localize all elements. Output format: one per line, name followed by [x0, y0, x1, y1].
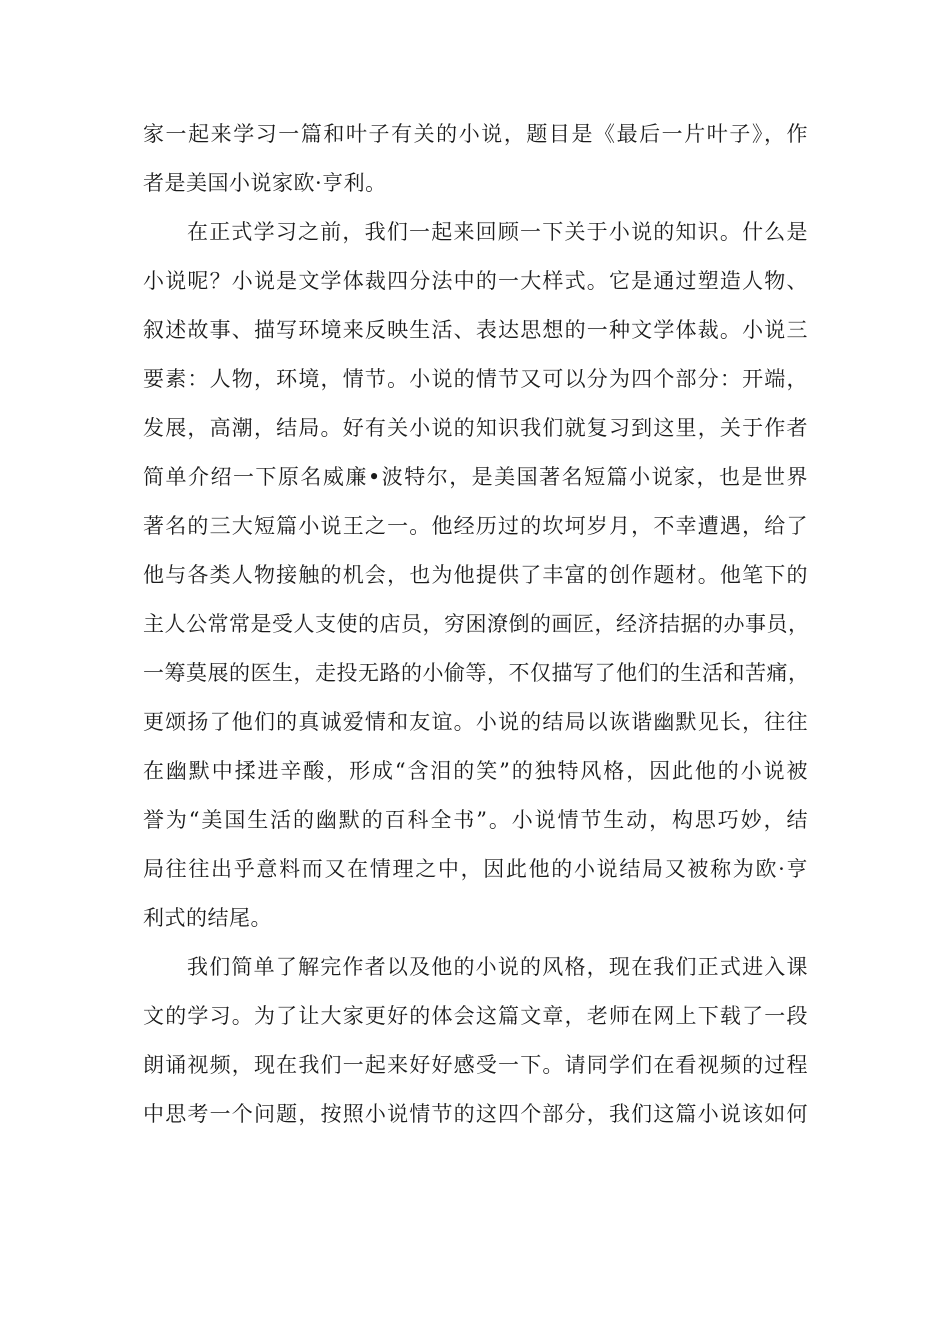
text-line: 主人公常常是受人支使的店员，穷困潦倒的画匠，经济拮据的办事员， — [143, 612, 810, 636]
text-line: 简单介绍一下原名威廉•波特尔，是美国著名短篇小说家，也是世界 — [143, 465, 808, 489]
paragraph-2 — [143, 208, 808, 943]
text-line: 著名的三大短篇小说王之一。他经历过的坎坷岁月，不幸遭遇，给了 — [143, 514, 808, 538]
text-line: 叙述故事、描写环境来反映生活、表达思想的一种文学体裁。小说三 — [143, 318, 808, 342]
text-line: 要素：人物，环境，情节。小说的情节又可以分为四个部分：开端， — [143, 367, 808, 391]
text-line: 朗诵视频，现在我们一起来好好感受一下。请同学们在看视频的过程 — [143, 1053, 808, 1077]
text-line: 他与各类人物接触的机会，也为他提供了丰富的创作题材。他笔下的 — [143, 563, 808, 587]
text-line: 家一起来学习一篇和叶子有关的小说，题目是《最后一片叶子》，作 — [143, 122, 808, 146]
text-line: 文的学习。为了让大家更好的体会这篇文章，老师在网上下载了一段 — [143, 1004, 808, 1028]
text-line: 中思考一个问题，按照小说情节的这四个部分，我们这篇小说该如何 — [143, 1102, 808, 1126]
text-line: 一筹莫展的医生，走投无路的小偷等，不仅描写了他们的生活和苦痛， — [143, 661, 810, 685]
paragraph-3 — [143, 943, 808, 1139]
text-line: 利式的结尾。 — [143, 906, 272, 930]
text-line: 我们简单了解完作者以及他的小说的风格，现在我们正式进入课 — [187, 955, 808, 979]
text-line: 在正式学习之前，我们一起来回顾一下关于小说的知识。什么是 — [187, 220, 808, 244]
text-line: 发展，高潮，结局。好有关小说的知识我们就复习到这里，关于作者 — [143, 416, 808, 440]
document-page — [143, 110, 808, 1139]
text-line: 小说呢？小说是文学体裁四分法中的一大样式。它是通过塑造人物、 — [143, 269, 808, 293]
text-line: 在幽默中揉进辛酸，形成“含泪的笑”的独特风格，因此他的小说被 — [143, 759, 808, 783]
paragraph-1 — [143, 110, 808, 208]
text-line: 誉为“美国生活的幽默的百科全书”。小说情节生动，构思巧妙，结 — [143, 808, 808, 832]
text-line: 更颂扬了他们的真诚爱情和友谊。小说的结局以诙谐幽默见长，往往 — [143, 710, 808, 734]
text-line: 局往往出乎意料而又在情理之中，因此他的小说结局又被称为欧·亨 — [143, 857, 808, 881]
text-line: 者是美国小说家欧·亨利。 — [143, 171, 387, 195]
